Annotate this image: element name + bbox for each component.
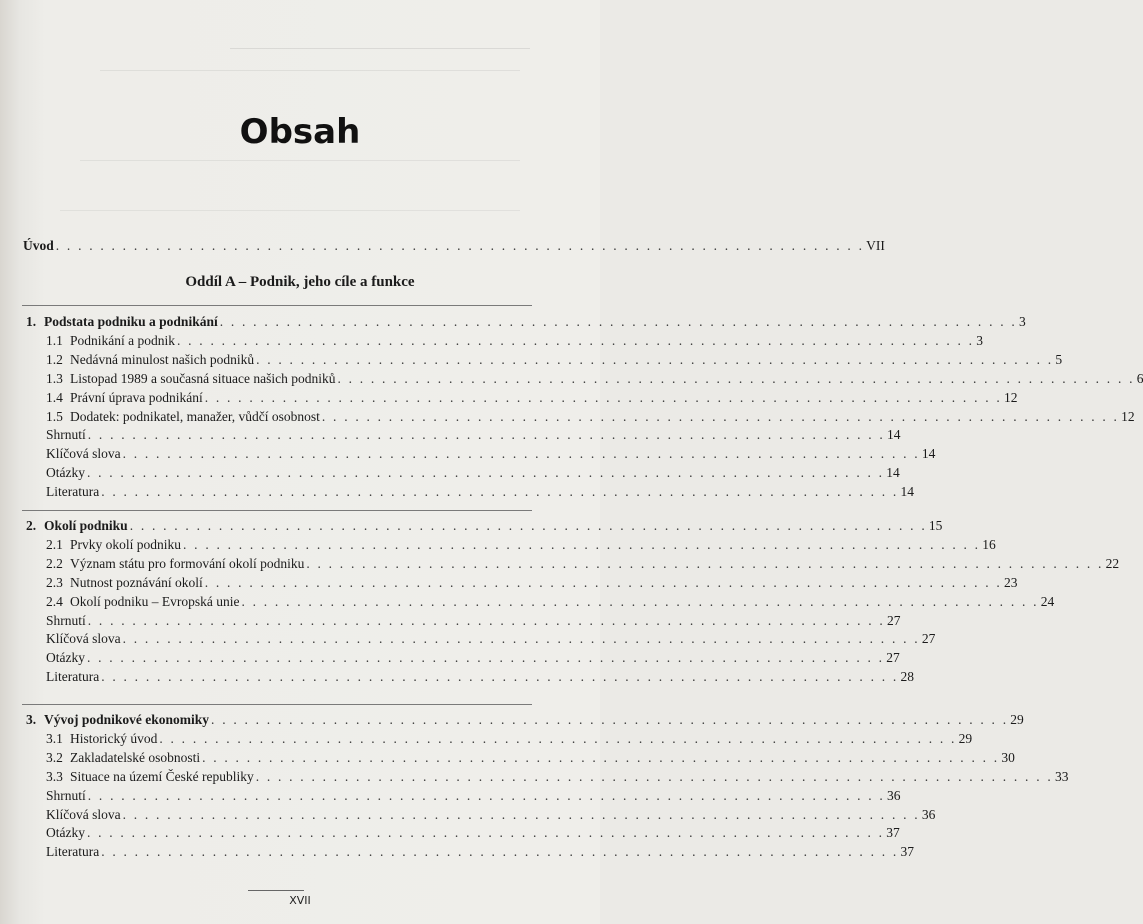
toc-section-label xyxy=(46,536,181,554)
toc-backmatter-entry[interactable] xyxy=(46,787,901,805)
divider xyxy=(22,510,532,511)
toc-chapter-entry[interactable] xyxy=(26,517,943,535)
toc-leader-dots: . . . . . . . . . . . . . . . . . . . . . . . . . . . . . . . . . . . . . . . . . . . . . . . . . . . . . . . . . . . . . . . . . . . . . . . . . xyxy=(55,238,865,253)
toc-leader-dots: . . . . . . . . . . . . . . . . . . . . . . . . . . . . . . . . . . . . . . . . . . . . . . . . . . . . . . . . . . . . . . . . . . . . . . . . xyxy=(129,518,927,533)
toc-leader-dots: . . . . . . . . . . . . . . . . . . . . . . . . . . . . . . . . . . . . . . . . . . . . . . . . . . . . . . . . . . . . . . . . . . . . . . . . xyxy=(204,574,1002,590)
toc-intro-label: Úvod xyxy=(23,238,54,253)
toc-section-entry[interactable] xyxy=(46,555,1120,573)
toc-section-number: 2.1 xyxy=(46,536,63,552)
toc-section-label xyxy=(46,806,121,824)
toc-leader-dots: . . . . . . . . . . . . . . . . . . . . . . . . . . . . . . . . . . . . . . . . . . . . . . . . . . . . . . . . . . . . . . . . . . . . . . . . xyxy=(159,730,957,746)
toc-section-number: 3.1 xyxy=(46,730,63,746)
toc-section-number: 1.5 xyxy=(46,408,63,424)
toc-page-number: 28 xyxy=(900,669,914,685)
toc-section-label xyxy=(46,630,121,648)
toc-section-label xyxy=(46,574,203,592)
toc-page-number: 15 xyxy=(928,518,943,533)
toc-section-number: 2.3 xyxy=(46,574,63,590)
toc-section-title: Dodatek: podnikatel, manažer, vůdčí osobnost xyxy=(70,408,320,424)
toc-page-number: 16 xyxy=(982,536,996,552)
toc-page-number: 3 xyxy=(1018,314,1026,329)
toc-page-number: 12 xyxy=(1121,408,1135,424)
toc-section-title: Prvky okolí podniku xyxy=(70,536,182,552)
toc-backmatter-entry[interactable] xyxy=(46,843,914,861)
toc-section-title: Literatura xyxy=(46,484,100,500)
toc-leader-dots: . . . . . . . . . . . . . . . . . . . . . . . . . . . . . . . . . . . . . . . . . . . . . . . . . . . . . . . . . . . . . . . . . . . . . . . . xyxy=(86,825,885,841)
toc-page-number: VII xyxy=(866,238,885,253)
toc-section-label xyxy=(46,843,99,861)
toc-chapter-title: Podstata podniku a podnikání xyxy=(44,314,218,329)
toc-section-label xyxy=(46,555,304,573)
toc-section-title: Význam státu pro formování okolí podniku xyxy=(70,555,305,571)
toc-page-number: 36 xyxy=(887,787,901,803)
toc-section-entry[interactable] xyxy=(46,389,1018,407)
toc-section-label xyxy=(46,730,157,748)
toc-page-number: 6 xyxy=(1136,370,1143,386)
toc-section-label xyxy=(46,668,99,686)
toc-page-number: 36 xyxy=(921,806,936,822)
toc-leader-dots: . . . . . . . . . . . . . . . . . . . . . . . . . . . . . . . . . . . . . . . . . . . . . . . . . . . . . . . . . . . . . . . . . . . . . . . . xyxy=(255,768,1053,784)
toc-section-title: Právní úprava podnikání xyxy=(70,389,203,405)
toc-page-number: 37 xyxy=(886,825,900,841)
toc-section-label xyxy=(46,768,254,786)
toc-page-number: 37 xyxy=(900,844,914,860)
toc-leader-dots: . . . . . . . . . . . . . . . . . . . . . . . . . . . . . . . . . . . . . . . . . . . . . . . . . . . . . . . . . . . . . . . . . . . . . . . . xyxy=(241,593,1039,609)
toc-page-number: 30 xyxy=(1001,749,1015,765)
toc-backmatter-entry[interactable] xyxy=(46,649,900,667)
toc-section-title: Klíčová slova xyxy=(46,446,121,462)
toc-section-number: 3.2 xyxy=(46,749,63,765)
toc-section-title: Okolí podniku – Evropská unie xyxy=(70,593,240,609)
toc-page-number: 22 xyxy=(1105,555,1120,571)
toc-section-label xyxy=(46,483,99,501)
toc-leader-dots: . . . . . . . . . . . . . . . . . . . . . . . . . . . . . . . . . . . . . . . . . . . . . . . . . . . . . . . . . . . . . . . . . . . . . . . . xyxy=(86,465,885,481)
toc-section-title: Shrnutí xyxy=(46,427,86,443)
toc-chapter-entry[interactable] xyxy=(26,313,1026,331)
toc-section-title: Shrnutí xyxy=(46,787,86,803)
toc-leader-dots: . . . . . . . . . . . . . . . . . . . . . . . . . . . . . . . . . . . . . . . . . . . . . . . . . . . . . . . . . . . . . . . . . . . . . . . . xyxy=(183,536,981,552)
toc-section-title: Podnikání a podnik xyxy=(70,332,175,348)
toc-leader-dots: . . . . . . . . . . . . . . . . . . . . . . . . . . . . . . . . . . . . . . . . . . . . . . . . . . . . . . . . . . . . . . . . . . . . . . . . xyxy=(306,555,1104,571)
toc-section-label xyxy=(46,649,85,667)
toc-intro-entry[interactable] xyxy=(23,237,885,255)
toc-page-number: 14 xyxy=(921,446,936,462)
toc-chapter-entry[interactable] xyxy=(26,711,1024,729)
toc-section-label xyxy=(46,824,85,842)
toc-page-number: 14 xyxy=(900,484,914,500)
divider xyxy=(22,305,532,306)
toc-page-number: 27 xyxy=(887,612,901,628)
toc-section-number: 2.2 xyxy=(46,555,63,571)
toc-leader-dots: . . . . . . . . . . . . . . . . . . . . . . . . . . . . . . . . . . . . . . . . . . . . . . . . . . . . . . . . . . . . . . . . . . . . . . . . xyxy=(101,484,899,500)
toc-backmatter-entry[interactable] xyxy=(46,630,936,648)
toc-section-number: 1.3 xyxy=(46,370,63,386)
toc-page-number: 5 xyxy=(1055,351,1063,367)
toc-chapter-label xyxy=(26,711,209,729)
toc-leader-dots: . . . . . . . . . . . . . . . . . . . . . . . . . . . . . . . . . . . . . . . . . . . . . . . . . . . . . . . . . . . . . . . . . . . . . . . . xyxy=(321,408,1120,424)
toc-section-label xyxy=(46,351,254,369)
toc-section-number: 1.1 xyxy=(46,332,63,348)
toc-section-entry[interactable] xyxy=(46,408,1135,426)
divider xyxy=(22,704,532,705)
toc-section-number: 1.2 xyxy=(46,351,63,367)
toc-page-number: 33 xyxy=(1054,768,1069,784)
toc-backmatter-entry[interactable] xyxy=(46,483,914,501)
toc-section-title: Nutnost poznávání okolí xyxy=(70,574,203,590)
toc-backmatter-entry[interactable] xyxy=(46,612,901,630)
toc-leader-dots: . . . . . . . . . . . . . . . . . . . . . . . . . . . . . . . . . . . . . . . . . . . . . . . . . . . . . . . . . . . . . . . . . . . . . . . . xyxy=(101,669,899,685)
toc-section-title: Zakladatelské osobnosti xyxy=(70,749,201,765)
toc-leader-dots: . . . . . . . . . . . . . . . . . . . . . . . . . . . . . . . . . . . . . . . . . . . . . . . . . . . . . . . . . . . . . . . . . . . . . . . . xyxy=(211,712,1009,727)
toc-section-entry[interactable] xyxy=(46,536,996,554)
toc-leader-dots: . . . . . . . . . . . . . . . . . . . . . . . . . . . . . . . . . . . . . . . . . . . . . . . . . . . . . . . . . . . . . . . . . . . . . . . . xyxy=(122,806,920,822)
toc-section-title: Otázky xyxy=(46,650,85,666)
toc-backmatter-entry[interactable] xyxy=(46,668,914,686)
toc-leader-dots: . . . . . . . . . . . . . . . . . . . . . . . . . . . . . . . . . . . . . . . . . . . . . . . . . . . . . . . . . . . . . . . . . . . . . . . . xyxy=(202,749,1000,765)
toc-leader-dots: . . . . . . . . . . . . . . . . . . . . . . . . . . . . . . . . . . . . . . . . . . . . . . . . . . . . . . . . . . . . . . . . . . . . . . . . xyxy=(122,631,920,647)
toc-section-entry[interactable] xyxy=(46,351,1063,369)
toc-section-title: Otázky xyxy=(46,465,85,481)
toc-backmatter-entry[interactable] xyxy=(46,824,900,842)
toc-backmatter-entry[interactable] xyxy=(46,445,936,463)
toc-section-title: Literatura xyxy=(46,669,100,685)
toc-page-number: 24 xyxy=(1040,593,1055,609)
toc-page-number: 27 xyxy=(921,631,936,647)
toc-backmatter-entry[interactable] xyxy=(46,806,936,824)
toc-section-label xyxy=(46,464,85,482)
toc-leader-dots: . . . . . . . . . . . . . . . . . . . . . . . . . . . . . . . . . . . . . . . . . . . . . . . . . . . . . . . . . . . . . . . . . . . . . . . . xyxy=(204,389,1002,405)
toc-section-number: 3.3 xyxy=(46,768,63,784)
toc-page-number: 14 xyxy=(886,465,900,481)
toc-section-title: Klíčová slova xyxy=(46,806,121,822)
toc-chapter-label xyxy=(26,517,128,535)
toc-page-number: 27 xyxy=(886,650,900,666)
toc-section-entry[interactable] xyxy=(46,749,1015,767)
toc-leader-dots: . . . . . . . . . . . . . . . . . . . . . . . . . . . . . . . . . . . . . . . . . . . . . . . . . . . . . . . . . . . . . . . . . . . . . . . . xyxy=(101,844,899,860)
toc-page-number: 3 xyxy=(976,332,983,348)
toc-section-label xyxy=(46,593,239,611)
toc-chapter-title: Okolí podniku xyxy=(44,518,128,533)
toc-chapter-number: 2. xyxy=(26,518,37,533)
toc-leader-dots: . . . . . . . . . . . . . . . . . . . . . . . . . . . . . . . . . . . . . . . . . . . . . . . . . . . . . . . . . . . . . . . . . . . . . . . . xyxy=(87,787,885,803)
toc-section-entry[interactable] xyxy=(46,768,1069,786)
toc-leader-dots: . . . . . . . . . . . . . . . . . . . . . . . . . . . . . . . . . . . . . . . . . . . . . . . . . . . . . . . . . . . . . . . . . . . . . . . . xyxy=(87,612,885,628)
toc-section-label xyxy=(46,389,203,407)
toc-backmatter-entry[interactable] xyxy=(46,426,901,444)
toc-section-title: Situace na území České republiky xyxy=(70,768,254,784)
toc-section-title: Nedávná minulost našich podniků xyxy=(70,351,255,367)
toc-page-number: 23 xyxy=(1003,574,1018,590)
toc-leader-dots: . . . . . . . . . . . . . . . . . . . . . . . . . . . . . . . . . . . . . . . . . . . . . . . . . . . . . . . . . . . . . . . . . . . . . . . . xyxy=(122,446,920,462)
toc-leader-dots: . . . . . . . . . . . . . . . . . . . . . . . . . . . . . . . . . . . . . . . . . . . . . . . . . . . . . . . . . . . . . . . . . . . . . . . . xyxy=(219,314,1017,329)
toc-section-label xyxy=(46,749,200,767)
toc-leader-dots: . . . . . . . . . . . . . . . . . . . . . . . . . . . . . . . . . . . . . . . . . . . . . . . . . . . . . . . . . . . . . . . . . . . . . . . . xyxy=(87,427,885,443)
toc-section-label xyxy=(46,445,121,463)
toc-section-title: Historický úvod xyxy=(70,730,158,746)
toc-section-title: Listopad 1989 a současná situace našich podniků xyxy=(70,370,336,386)
page-title: Obsah xyxy=(239,112,361,152)
toc-section-label xyxy=(46,408,320,426)
toc-page-number: 14 xyxy=(887,427,901,443)
toc-section-label xyxy=(46,787,86,805)
page-number-footer: XVII xyxy=(289,894,311,907)
toc-section-title: Klíčová slova xyxy=(46,631,121,647)
section-heading: Oddíl A – Podnik, jeho cíle a funkce xyxy=(185,274,415,290)
toc-leader-dots: . . . . . . . . . . . . . . . . . . . . . . . . . . . . . . . . . . . . . . . . . . . . . . . . . . . . . . . . . . . . . . . . . . . . . . . . xyxy=(337,370,1135,386)
toc-section-entry[interactable] xyxy=(46,593,1055,611)
toc-chapter-label xyxy=(26,313,218,331)
toc-leader-dots: . . . . . . . . . . . . . . . . . . . . . . . . . . . . . . . . . . . . . . . . . . . . . . . . . . . . . . . . . . . . . . . . . . . . . . . . xyxy=(177,332,975,348)
toc-page-number: 29 xyxy=(1010,712,1024,727)
footer-divider xyxy=(248,890,304,891)
toc-section-title: Shrnutí xyxy=(46,612,86,628)
toc-section-title: Literatura xyxy=(46,844,100,860)
toc-chapter-title: Vývoj podnikové ekonomiky xyxy=(44,712,210,727)
toc-section-label xyxy=(46,612,86,630)
toc-leader-dots: . . . . . . . . . . . . . . . . . . . . . . . . . . . . . . . . . . . . . . . . . . . . . . . . . . . . . . . . . . . . . . . . . . . . . . . . xyxy=(86,650,885,666)
toc-section-label xyxy=(46,332,175,350)
toc-section-label xyxy=(46,426,86,444)
toc-section-label xyxy=(46,370,335,388)
toc-section-entry[interactable] xyxy=(46,370,1143,388)
toc-section-title: Otázky xyxy=(46,825,85,841)
toc-section-number: 2.4 xyxy=(46,593,63,609)
toc-section-entry[interactable] xyxy=(46,332,983,350)
toc-chapter-number: 3. xyxy=(26,712,37,727)
toc-section-entry[interactable] xyxy=(46,574,1018,592)
toc-page-number: 29 xyxy=(958,730,973,746)
toc-section-number: 1.4 xyxy=(46,389,63,405)
toc-backmatter-entry[interactable] xyxy=(46,464,900,482)
toc-leader-dots: . . . . . . . . . . . . . . . . . . . . . . . . . . . . . . . . . . . . . . . . . . . . . . . . . . . . . . . . . . . . . . . . . . . . . . . . xyxy=(256,351,1054,367)
toc-page-number: 12 xyxy=(1003,389,1018,405)
toc-chapter-number: 1. xyxy=(26,314,37,329)
toc-section-entry[interactable] xyxy=(46,730,973,748)
